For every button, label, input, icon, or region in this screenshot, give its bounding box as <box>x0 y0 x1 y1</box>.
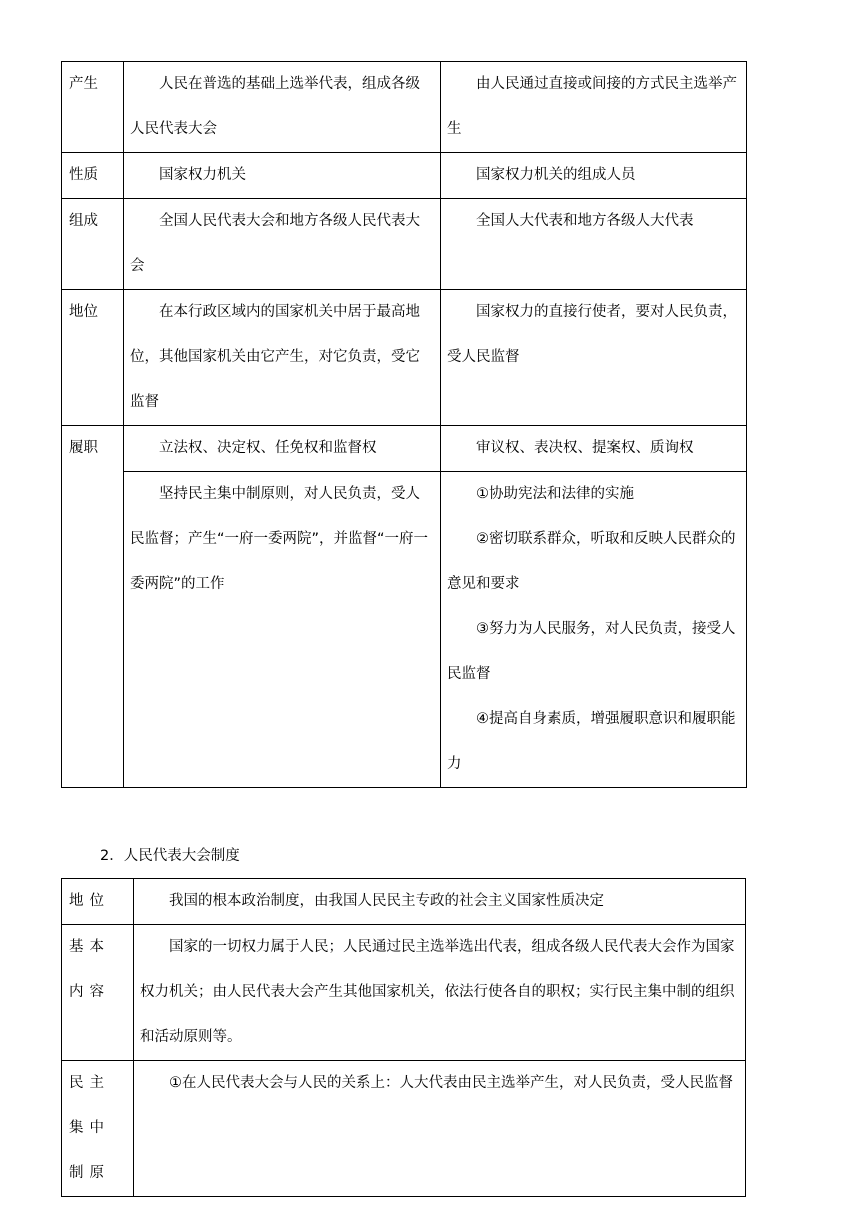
table-row <box>62 879 746 925</box>
deputy-cell: 由人民通过直接或间接的方式民主选举产生 <box>441 62 747 153</box>
table-row <box>62 199 747 290</box>
deputy-cell: 审议权、表决权、提案权、质询权 <box>441 426 747 472</box>
deputy-cell: 国家权力机关的组成人员 <box>441 153 747 199</box>
table-row <box>62 153 747 199</box>
system-table <box>61 878 746 1197</box>
row-label: 民主集中制原 <box>62 1061 134 1197</box>
duty-item: ③努力为人民服务，对人民负责，接受人民监督 <box>447 621 736 682</box>
section-heading: 2．人民代表大会制度 <box>100 848 240 864</box>
table-row <box>62 62 747 153</box>
congress-cell: 在本行政区域内的国家机关中居于最高地位，其他国家机关由它产生，对它负责，受它监督 <box>124 290 441 426</box>
comparison-table <box>61 61 747 788</box>
row-label: 基本内容 <box>62 925 134 1061</box>
row-label: 组成 <box>62 199 124 290</box>
duty-item: ②密切联系群众，听取和反映人民群众的意见和要求 <box>447 531 736 592</box>
deputy-duty-cell <box>441 472 747 788</box>
table-row <box>62 1061 746 1197</box>
row-label: 性质 <box>62 153 124 199</box>
congress-cell: 国家权力机关 <box>124 153 441 199</box>
row-label: 履职 <box>62 426 124 788</box>
congress-cell: 全国人民代表大会和地方各级人民代表大会 <box>124 199 441 290</box>
table-row <box>62 290 747 426</box>
duty-item: ①协助宪法和法律的实施 <box>476 486 634 502</box>
deputy-cell: 全国人大代表和地方各级人大代表 <box>441 199 747 290</box>
table-row <box>62 472 747 788</box>
row-label: 地位 <box>62 290 124 426</box>
duty-item: ④提高自身素质，增强履职意识和履职能力 <box>447 711 736 772</box>
content-cell: 我国的根本政治制度，由我国人民民主专政的社会主义国家性质决定 <box>134 879 746 925</box>
congress-duty-cell: 坚持民主集中制原则，对人民负责，受人民监督；产生“一府一委两院”，并监督“一府一委两院”的工作 <box>124 472 441 788</box>
congress-cell: 人民在普选的基础上选举代表，组成各级人民代表大会 <box>124 62 441 153</box>
congress-cell: 立法权、决定权、任免权和监督权 <box>124 426 441 472</box>
content-cell: ①在人民代表大会与人民的关系上：人大代表由民主选举产生，对人民负责，受人民监督 <box>134 1061 746 1197</box>
deputy-cell: 国家权力的直接行使者，要对人民负责，受人民监督 <box>441 290 747 426</box>
table-row <box>62 925 746 1061</box>
table-row <box>62 426 747 472</box>
content-cell: 国家的一切权力属于人民；人民通过民主选举选出代表，组成各级人民代表大会作为国家权力机关；由人民代表大会产生其他国家机关，依法行使各自的职权；实行民主集中制的组织和活动原则等。 <box>134 925 746 1061</box>
row-label: 地位 <box>62 879 134 925</box>
row-label: 产生 <box>62 62 124 153</box>
